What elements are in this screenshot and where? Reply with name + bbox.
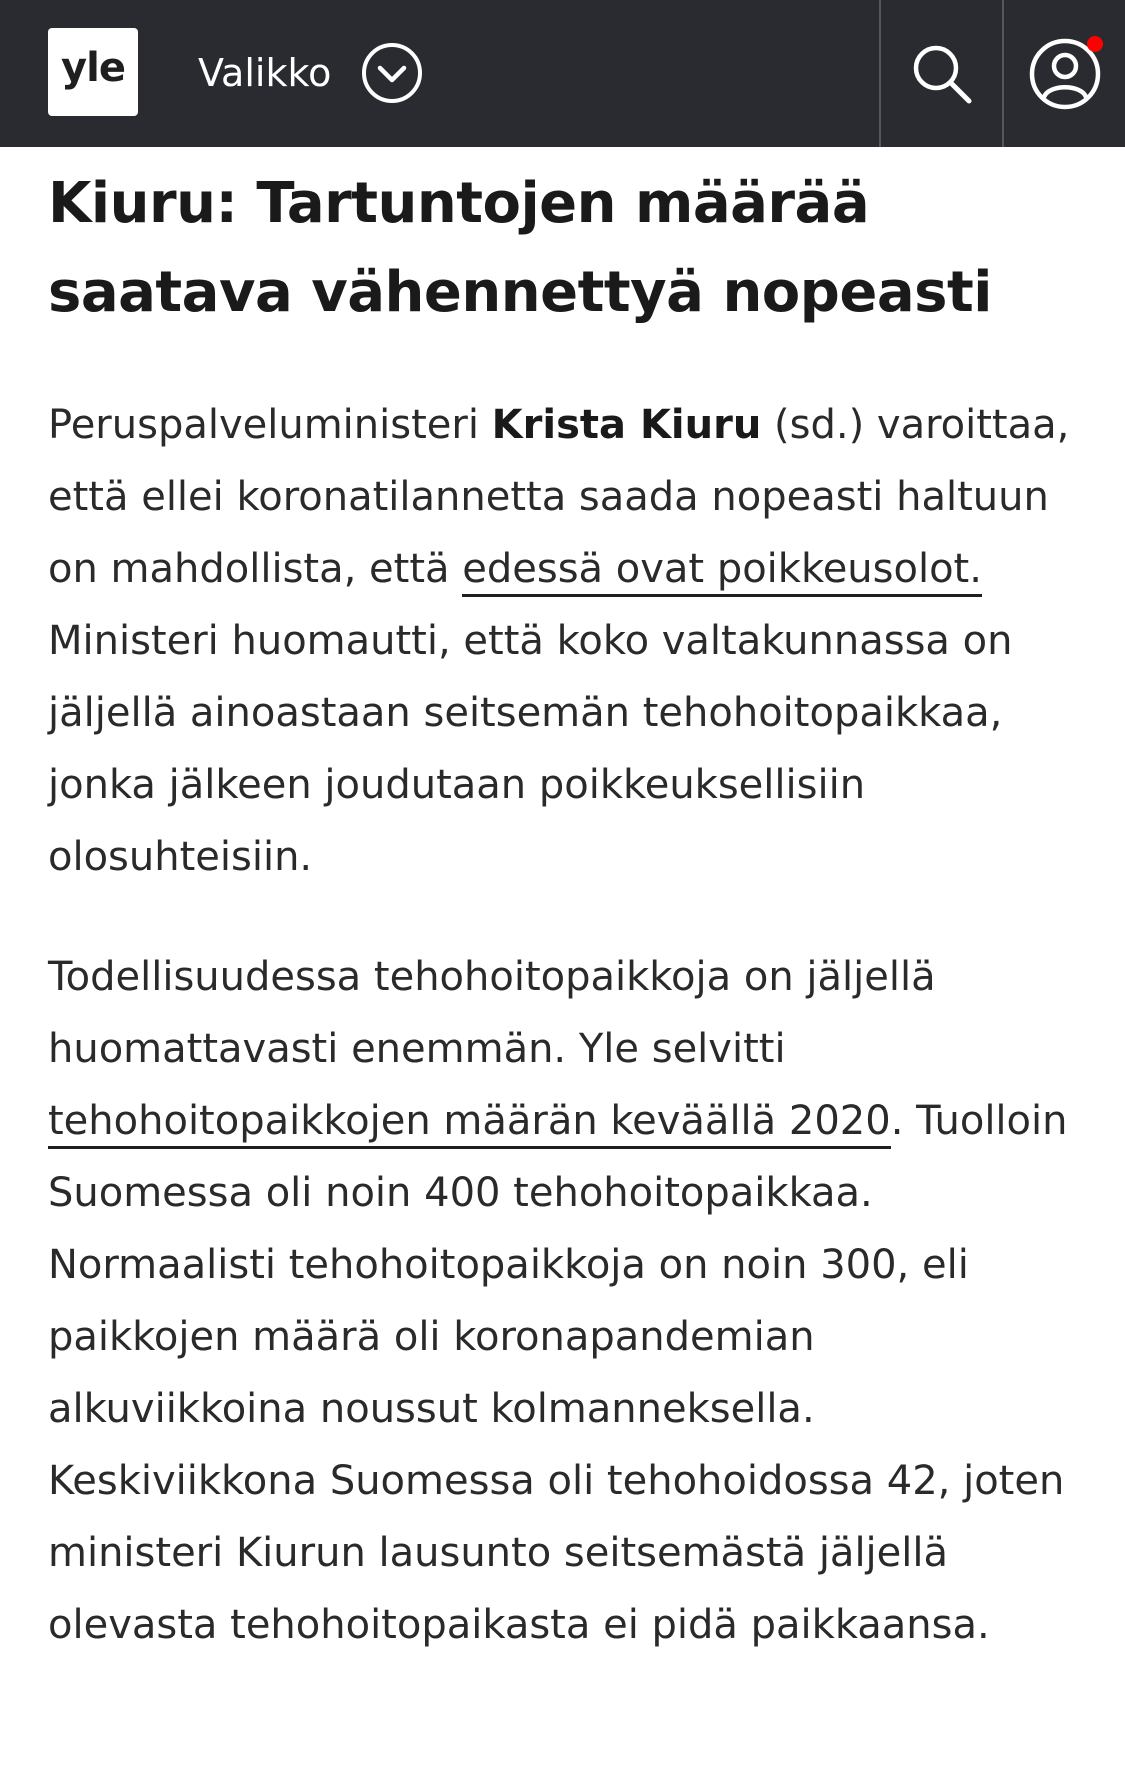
top-navigation-bar	[0, 0, 1125, 147]
person-name: Krista Kiuru	[491, 402, 762, 448]
logo-text: yle	[61, 45, 125, 91]
paragraph-text: Todellisuudessa tehohoitopaikkoja on jäljellä huomattavasti enemmän. Yle selvitti	[48, 954, 936, 1072]
paragraph-text: Ministeri huomautti, että koko valtakunnassa on jäljellä ainoastaan seitsemän tehohoitopaikkaa, jonka jälkeen joudutaan poikkeuksellisiin olosuhteisiin.	[48, 618, 1013, 880]
paragraph-text: (sd.) varoittaa, että ellei koronatilannetta saada nopeasti haltuun on mahdollista, että	[48, 402, 1070, 592]
search-icon	[909, 41, 975, 107]
notification-dot	[1087, 36, 1103, 52]
user-account-button[interactable]	[1004, 0, 1125, 147]
yle-logo[interactable]	[48, 28, 138, 116]
search-button[interactable]	[881, 0, 1002, 147]
chevron-down-circle-icon	[361, 42, 423, 104]
article-link[interactable]: edessä ovat poikkeusolot.	[462, 546, 982, 597]
article-content	[48, 147, 1078, 1661]
paragraph-text: Peruspalveluministeri	[48, 402, 492, 448]
article-headline: Kiuru: Tartuntojen määrää saatava vähennettyä nopeasti	[48, 171, 992, 325]
paragraph-text: . Tuolloin Suomessa oli noin 400 tehohoitopaikkaa. Normaalisti tehohoitopaikkoja on noin 300, eli paikkojen määrä oli koronapandemian alkuviikkoina noussut kolmanneksella. Keskiviikkona Suomessa oli tehohoidossa 42, joten ministeri Kiurun lausunto seitsemästä jäljellä olevasta tehohoitopaikasta ei pidä paikkaansa.	[48, 1098, 1068, 1648]
menu-label: Valikko	[198, 51, 332, 95]
menu-button[interactable]	[198, 40, 423, 106]
article-paragraph	[48, 389, 1078, 893]
article-link[interactable]: tehohoitopaikkojen määrän keväällä 2020	[48, 1098, 891, 1149]
article-paragraph	[48, 941, 1078, 1661]
